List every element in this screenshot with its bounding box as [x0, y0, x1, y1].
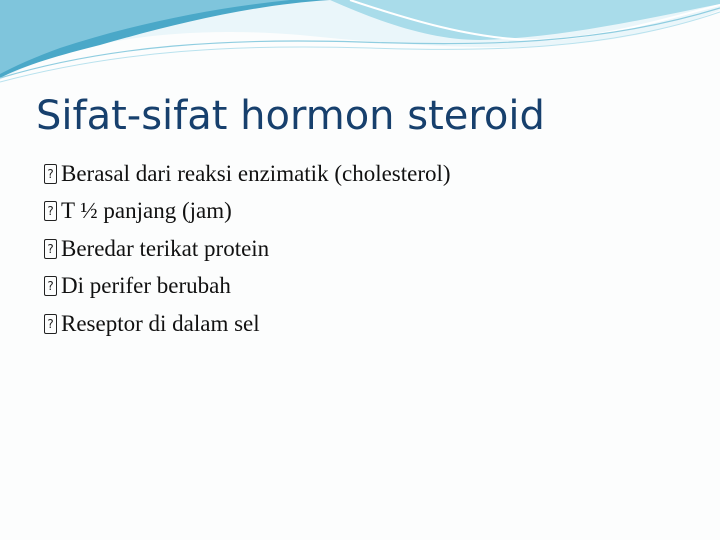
- bullet-item: [44, 155, 451, 193]
- replacement-character-icon: [44, 276, 57, 296]
- slide-title: Sifat-sifat hormon steroid: [36, 93, 545, 139]
- bullet-item: [44, 193, 451, 231]
- replacement-character-icon: [44, 201, 57, 221]
- bullet-text: Reseptor di dalam sel: [61, 310, 260, 336]
- header-wave-decoration: [0, 0, 720, 90]
- bullet-text: Di perifer berubah: [61, 273, 231, 299]
- replacement-character-icon: [44, 164, 57, 184]
- bullet-text: T ½ panjang (jam): [61, 198, 232, 224]
- bullet-item: [44, 268, 451, 306]
- bullet-item: [44, 230, 451, 268]
- bullet-text: Berasal dari reaksi enzimatik (cholesterol): [61, 160, 451, 186]
- replacement-character-icon: [44, 239, 57, 259]
- bullet-item: [44, 305, 451, 343]
- bullet-text: Beredar terikat protein: [61, 235, 270, 261]
- replacement-character-icon: [44, 314, 57, 334]
- bullet-list: [44, 155, 451, 343]
